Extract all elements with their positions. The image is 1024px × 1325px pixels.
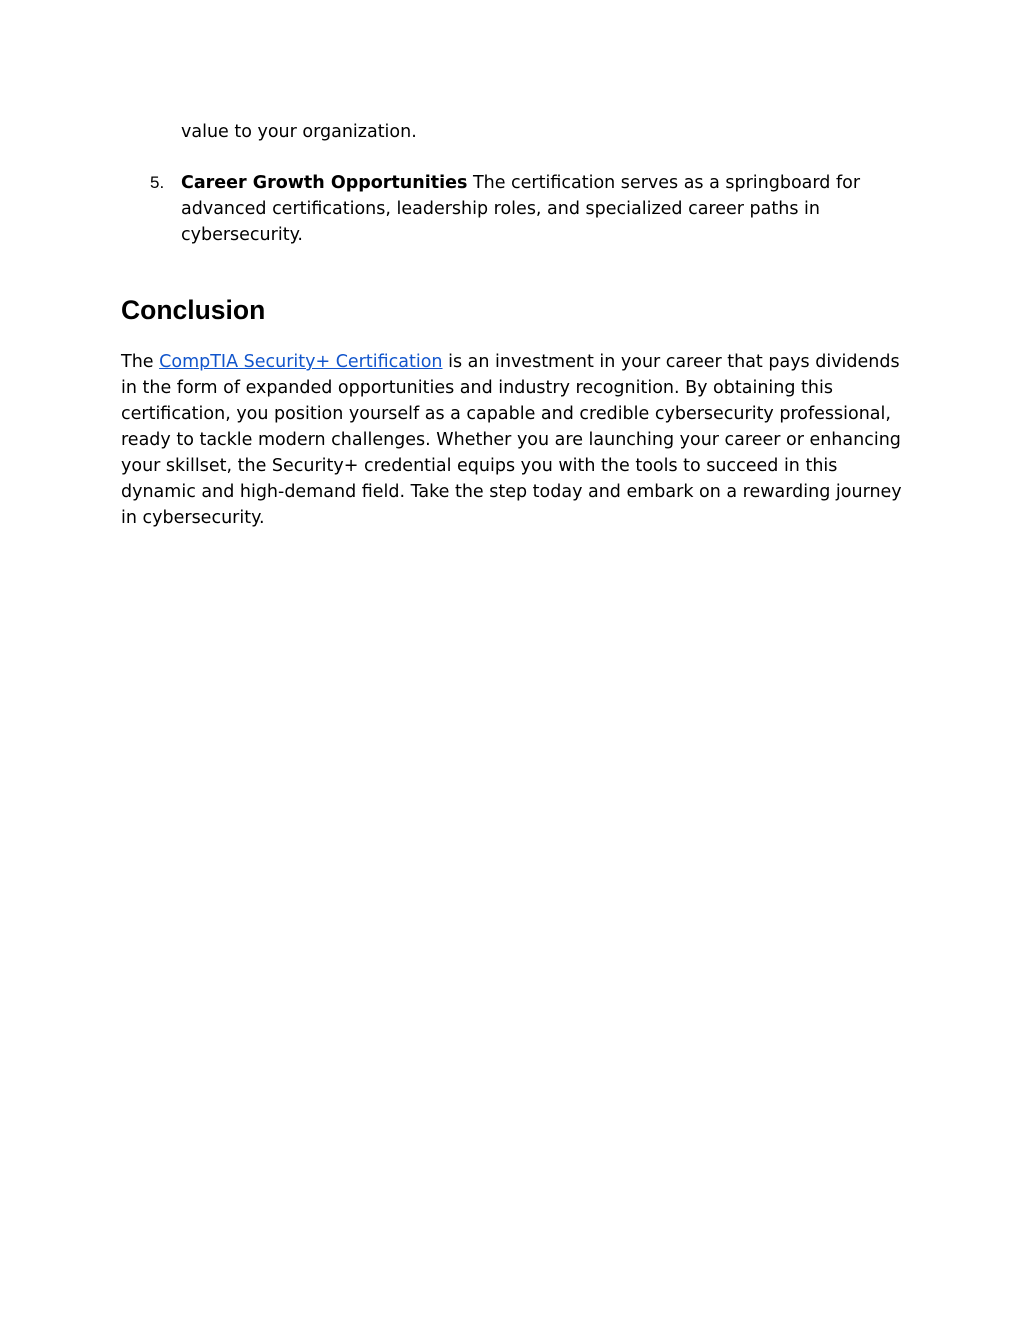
- conclusion-paragraph: [121, 349, 911, 531]
- list-item-continuation: value to your organization.: [181, 122, 417, 142]
- comptia-security-link[interactable]: CompTIA Security+ Certification: [159, 352, 443, 372]
- list-item-heading: Career Growth Opportunities: [181, 173, 468, 193]
- list-item-text: The certification serves as a springboard for advanced certifications, leadership roles, and specialized career paths in cybersecurity.: [181, 173, 861, 245]
- list-item-number: 5.: [150, 173, 165, 192]
- conclusion-body: is an investment in your career that pays dividends in the form of expanded opportunities and industry recognition. By obtaining this certification, you position yourself as a capable and credible cybersecurity professional, ready to tackle modern challenges. Whether you are launching your career or enhancing your skillset, the Security+ credential equips you with the tools to succeed in this dynamic and high-demand field. Take the step today and embark on a rewarding journey in cybersecurity.: [121, 352, 902, 528]
- conclusion-intro: The: [121, 352, 154, 372]
- conclusion-heading: Conclusion: [121, 295, 266, 325]
- list-item-content: [181, 170, 911, 248]
